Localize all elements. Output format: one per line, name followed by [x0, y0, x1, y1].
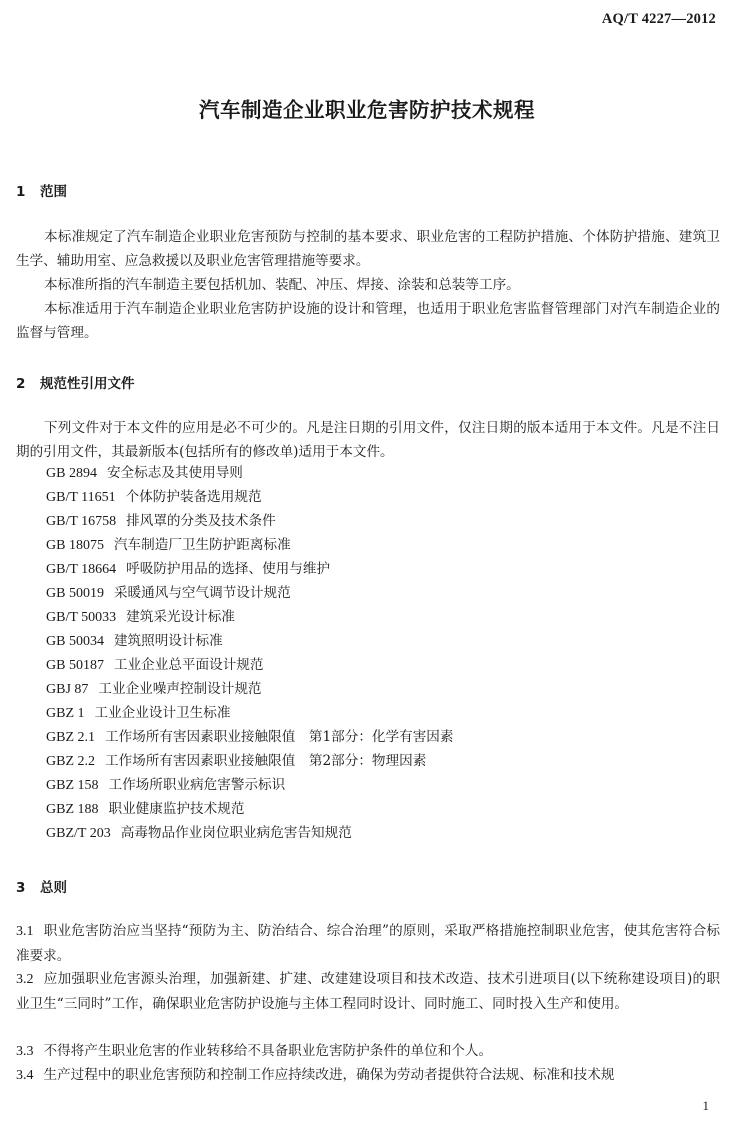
reference-name: 采暖通风与空气调节设计规范 — [113, 585, 291, 601]
reference-code: GBZ 158 — [46, 778, 99, 793]
clause-text: 生产过程中的职业危害预防和控制工作应持续改进，确保为劳动者提供符合法规、标准和技术规 — [43, 1067, 615, 1083]
reference-name: 工业企业噪声控制设计规范 — [98, 681, 262, 697]
clause-3-2 — [16, 967, 720, 1016]
reference-item — [46, 677, 454, 701]
reference-item — [46, 797, 454, 821]
clause-number: 3.4 — [16, 1068, 34, 1083]
reference-code: GB 50034 — [46, 634, 104, 649]
reference-name: 安全标志及其使用导则 — [106, 465, 243, 481]
reference-item — [46, 653, 454, 677]
reference-item — [46, 773, 454, 797]
reference-code: GBZ/T 203 — [46, 826, 111, 841]
reference-name: 排风罩的分类及技术条件 — [126, 513, 276, 529]
scope-paragraph-2: 本标准所指的汽车制造主要包括机加、装配、冲压、焊接、涂装和总装等工序。 — [44, 277, 520, 293]
section-3-heading — [16, 876, 67, 896]
reference-code: GBJ 87 — [46, 682, 89, 697]
clause-number: 3.1 — [16, 924, 34, 939]
section-1-heading — [16, 180, 67, 200]
document-title: 汽车制造企业职业危害防护技术规程 — [199, 98, 535, 122]
section-number: 2 — [16, 376, 26, 392]
reference-item — [46, 557, 454, 581]
clause-text: 不得将产生职业危害的作业转移给不具备职业危害防护条件的单位和个人。 — [43, 1043, 493, 1059]
reference-item — [46, 509, 454, 533]
clause-number: 3.3 — [16, 1044, 34, 1059]
reference-item — [46, 605, 454, 629]
reference-item — [46, 581, 454, 605]
clause-number: 3.2 — [16, 972, 34, 987]
section-number: 3 — [16, 880, 26, 896]
reference-item — [46, 629, 454, 653]
scope-paragraph-3: 本标准适用于汽车制造企业职业危害防护设施的设计和管理，也适用于职业危害监督管理部门对汽车制造企业的监督与管理。 — [16, 301, 720, 341]
reference-name: 职业健康监护技术规范 — [108, 801, 245, 817]
reference-code: GBZ 188 — [46, 802, 99, 817]
reference-item — [46, 749, 454, 773]
reference-code: GB/T 50033 — [46, 610, 117, 625]
page-number: 1 — [702, 1098, 709, 1113]
reference-code: GBZ 1 — [46, 706, 85, 721]
reference-code: GB 50187 — [46, 658, 104, 673]
reference-code: GB 18075 — [46, 538, 104, 553]
reference-code: GB 2894 — [46, 466, 97, 481]
clause-text: 应加强职业危害源头治理，加强新建、扩建、改建建设项目和技术改造、技术引进项目(以下统称建设项目)的职业卫生“三同时”工作，确保职业危害防护设施与主体工程同时设计、同时施工、同时投入生产和使用。 — [16, 971, 720, 1012]
section-title: 规范性引用文件 — [40, 376, 135, 392]
reference-code: GBZ 2.1 — [46, 730, 95, 745]
reference-code: GB/T 18664 — [46, 562, 117, 577]
section-title: 总则 — [40, 880, 67, 896]
reference-code: GBZ 2.2 — [46, 754, 95, 769]
section-2-heading — [16, 372, 135, 392]
reference-item — [46, 701, 454, 725]
standard-code: AQ/T 4227—2012 — [601, 11, 716, 27]
reference-name: 汽车制造厂卫生防护距离标准 — [113, 537, 291, 553]
section-number: 1 — [16, 184, 26, 200]
reference-code: GB 50019 — [46, 586, 104, 601]
section-title: 范围 — [40, 184, 67, 200]
reference-item — [46, 533, 454, 557]
reference-name: 个体防护装备选用规范 — [125, 489, 262, 505]
reference-name: 呼吸防护用品的选择、使用与维护 — [126, 561, 331, 577]
reference-list — [46, 461, 454, 845]
reference-name: 工作场所职业病危害警示标识 — [108, 777, 286, 793]
reference-name: 高毒物品作业岗位职业病危害告知规范 — [120, 825, 352, 841]
reference-name: 工业企业设计卫生标准 — [94, 705, 231, 721]
reference-name: 建筑采光设计标准 — [126, 609, 235, 625]
clause-3-4 — [16, 1063, 720, 1088]
reference-item — [46, 725, 454, 749]
reference-name: 工作场所有害因素职业接触限值 第2部分：物理因素 — [105, 753, 427, 769]
reference-name: 工作场所有害因素职业接触限值 第1部分：化学有害因素 — [105, 729, 454, 745]
clause-3-1 — [16, 919, 720, 968]
reference-item — [46, 821, 454, 845]
reference-code: GB/T 11651 — [46, 490, 116, 505]
reference-name: 工业企业总平面设计规范 — [113, 657, 264, 673]
reference-item — [46, 461, 454, 485]
clause-3-3 — [16, 1039, 720, 1064]
reference-code: GB/T 16758 — [46, 514, 117, 529]
scope-paragraph-1: 本标准规定了汽车制造企业职业危害预防与控制的基本要求、职业危害的工程防护措施、个体防护措施、建筑卫生学、辅助用室、应急救援以及职业危害管理措施等要求。 — [16, 229, 720, 269]
references-intro: 下列文件对于本文件的应用是必不可少的。凡是注日期的引用文件，仅注日期的版本适用于本文件。凡是不注日期的引用文件，其最新版本(包括所有的修改单)适用于本文件。 — [16, 420, 720, 460]
clause-text: 职业危害防治应当坚持“预防为主、防治结合、综合治理”的原则，采取严格措施控制职业危害，使其危害符合标准要求。 — [16, 923, 720, 964]
reference-name: 建筑照明设计标准 — [113, 633, 223, 649]
reference-item — [46, 485, 454, 509]
